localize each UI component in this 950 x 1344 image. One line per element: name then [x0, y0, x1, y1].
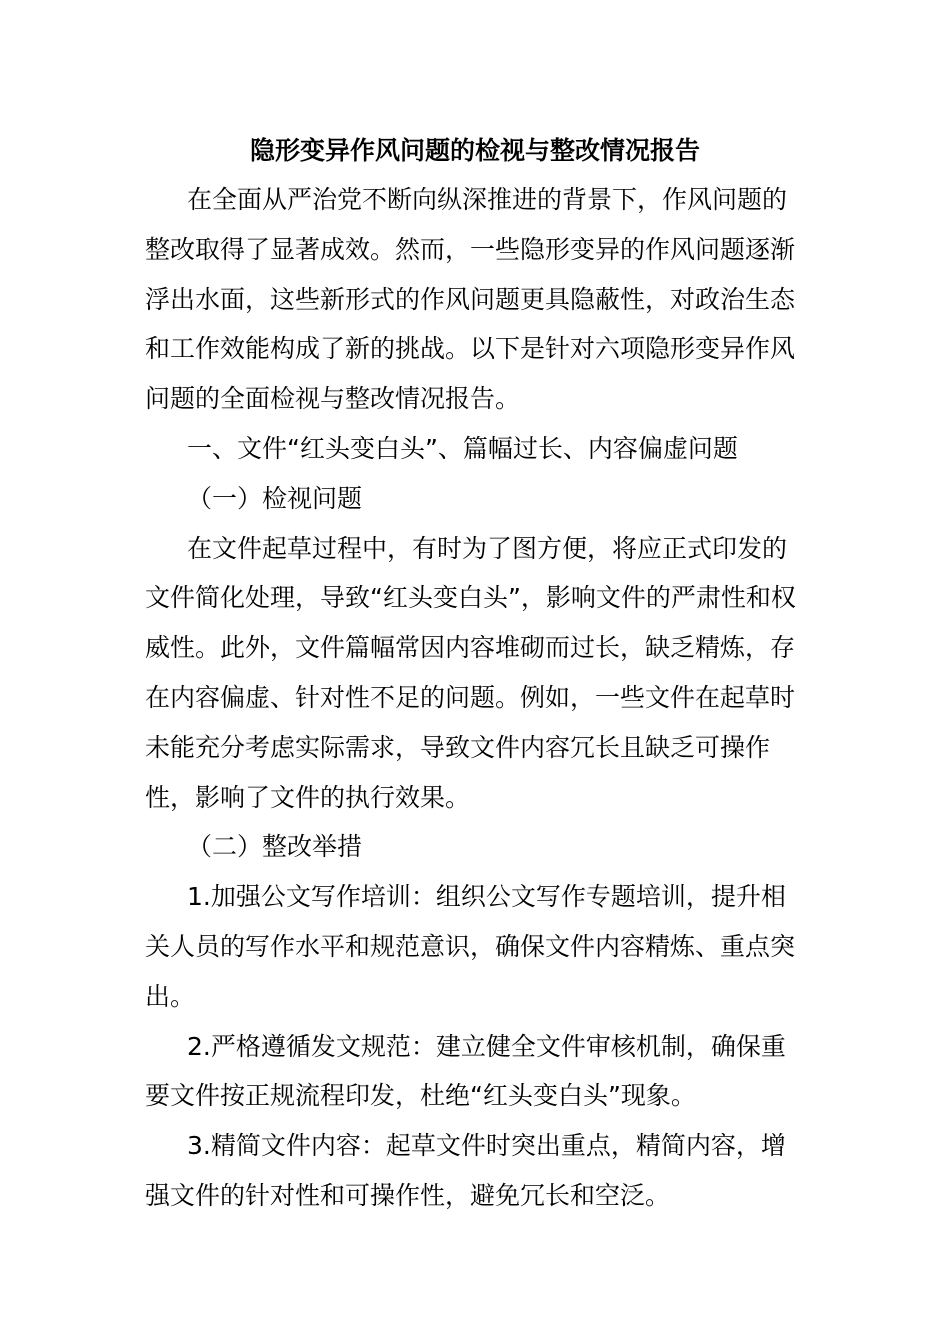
inspection-paragraph: 在文件起草过程中，有时为了图方便，将应正式印发的文件简化处理，导致“红头变白头”，影响文件的严肃性和权威性。此外，文件篇幅常因内容堆砌而过长，缺乏精炼，存在内容偏虚、针对性不足的问题。例如，一些文件在起草时未能充分考虑实际需求，导致文件内容冗长且缺乏可操作性，影响了文件的执行效果。	[145, 533, 796, 812]
rectification-heading: （二）整改举措	[187, 832, 363, 862]
inspection-heading: （一）检视问题	[187, 483, 363, 513]
rectification-item-3: 3.精简文件内容：起草文件时突出重点，精简内容，增强文件的针对性和可操作性，避免冗长和空泛。	[145, 1131, 786, 1210]
section-1-heading: 一、文件“红头变白头”、篇幅过长、内容偏虚问题	[187, 433, 738, 463]
intro-paragraph: 在全面从严治党不断向纵深推进的背景下，作风问题的整改取得了显著成效。然而，一些隐形变异的作风问题逐渐浮出水面，这些新形式的作风问题更具隐蔽性，对政治生态和工作效能构成了新的挑战。以下是针对六项隐形变异作风问题的全面检视与整改情况报告。	[145, 185, 796, 414]
document-body	[145, 175, 805, 1221]
rectification-item-1: 1.加强公文写作培训：组织公文写作专题培训，提升相关人员的写作水平和规范意识，确保文件内容精炼、重点突出。	[145, 882, 796, 1011]
rectification-item-2: 2.严格遵循发文规范：建立健全文件审核机制，确保重要文件按正规流程印发，杜绝“红头变白头”现象。	[145, 1031, 786, 1111]
document-title: 隐形变异作风问题的检视与整改情况报告	[249, 136, 700, 165]
